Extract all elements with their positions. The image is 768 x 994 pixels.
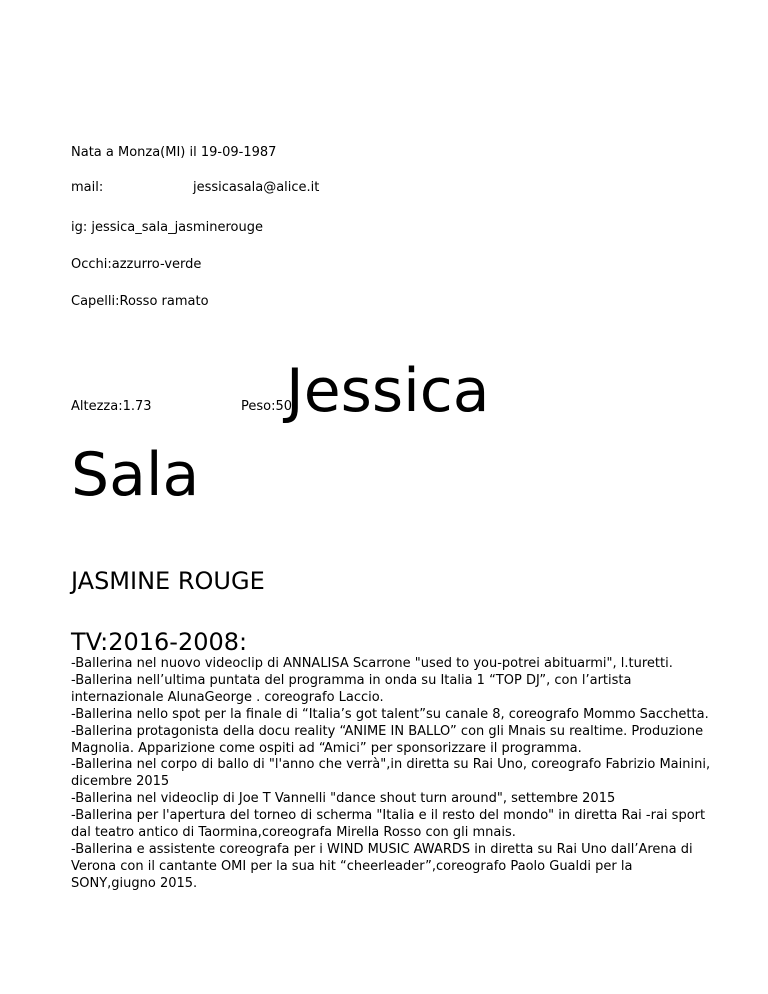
mail-line: [71, 180, 471, 196]
list-item: -Ballerina per l'apertura del torneo di scherma "Italia e il resto del mondo" in diretta Rai -rai sport dal teatro antico di Taormina,coreografa Mirella Rosso con gli mnais.: [71, 808, 706, 841]
first-name: Jessica: [286, 356, 490, 426]
eye-color: Occhi:azzurro-verde: [71, 257, 202, 272]
stage-name: JASMINE ROUGE: [71, 567, 265, 595]
list-item: -Ballerina e assistente coreografa per i WIND MUSIC AWARDS in diretta su Rai Uno dall’Arena di Verona con il cantante OMI per la sua hit “cheerleader”,coreografo Paolo Gualdi per la SONY,giugno 2015.: [71, 841, 693, 891]
height-value: Altezza:1.73: [71, 399, 152, 414]
list-item: -Ballerina nell’ultima puntata del programma in onda su Italia 1 “TOP DJ”, con l’artista internazionale AlunaGeorge . coreografo Laccio.: [71, 672, 632, 705]
list-item: -Ballerina nel nuovo videoclip di ANNALISA Scarrone "used to you-potrei abituarmi", l.turetti.: [71, 656, 673, 671]
list-item: -Ballerina nel videoclip di Joe T Vannelli "dance shout turn around", settembre 2015: [71, 791, 616, 807]
tv-section-title: TV:2016-2008:: [71, 628, 248, 656]
list-item: -Ballerina nel corpo di ballo di "l'anno che verrà",in diretta su Rai Uno, coreografo Fabrizio Mainini, dicembre 2015: [71, 757, 711, 790]
list-item: -Ballerina protagonista della docu reality “ANIME IN BALLO” con gli Mnais su realtime. Produzione Magnolia. Apparizione come ospiti ad “Amici” per sponsorizzare il programma.: [71, 723, 704, 756]
mail-value: jessicasala@alice.it: [193, 180, 320, 195]
instagram-handle: ig: jessica_sala_jasminerouge: [71, 220, 263, 235]
last-name: Sala: [71, 440, 200, 510]
tv-career-list: [71, 656, 719, 893]
birth-info: Nata a Monza(MI) il 19-09-1987: [71, 145, 277, 160]
weight-value: Peso:50: [241, 399, 293, 414]
list-item: -Ballerina nello spot per la finale di “Italia’s got talent”su canale 8, coreografo Mommo Sacchetta.: [71, 706, 709, 722]
mail-label: mail:: [71, 180, 104, 195]
hair-color: Capelli:Rosso ramato: [71, 294, 209, 309]
measurements-line: [71, 399, 293, 415]
